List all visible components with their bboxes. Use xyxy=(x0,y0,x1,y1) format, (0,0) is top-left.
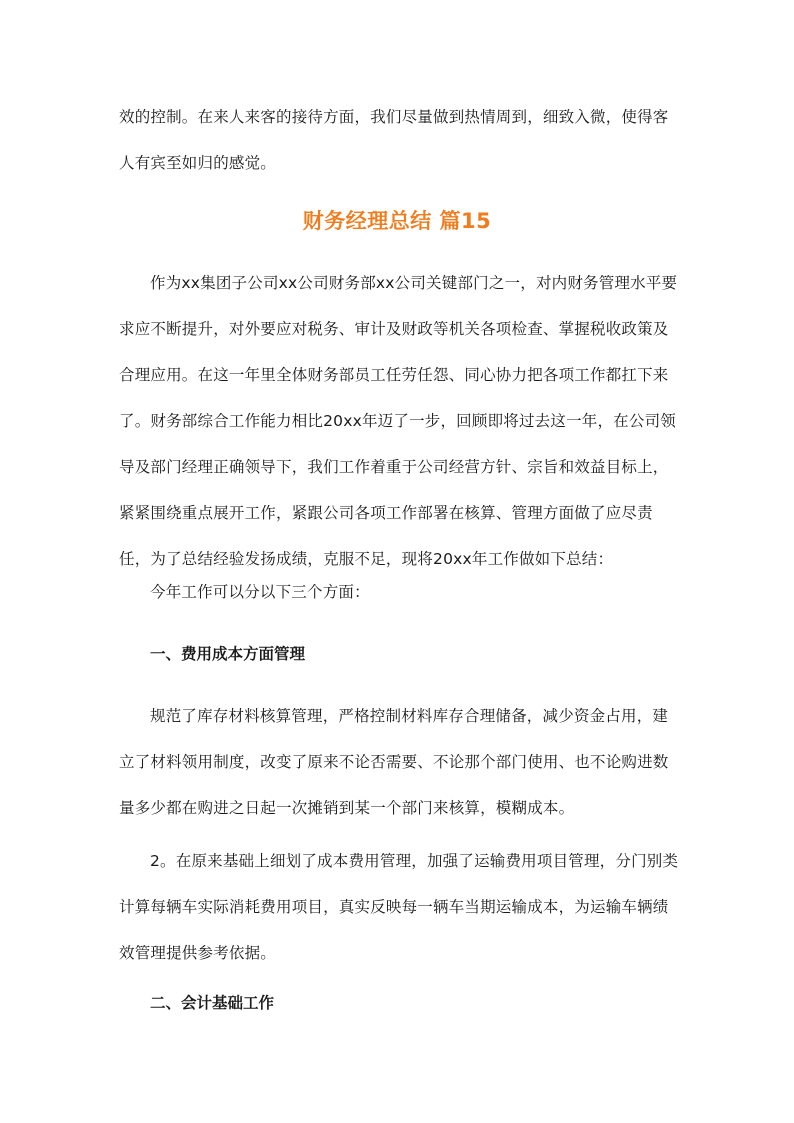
cost-paragraph-2: 2。在原来基础上细划了成本费用管理，加强了运输费用项目管理，分门别类计算每辆车实际消耗费用项目，真实反映每一辆车当期运输成本，为运输车辆绩效管理提供参考依据。 xyxy=(119,852,679,962)
intro-paragraph: 作为xx集团子公司xx公司财务部xx公司关键部门之一，对内财务管理水平要求应不断提升，对外要应对税务、审计及财政等机关各项检查、掌握税收政策及合理应用。在这一年里全体财务部员工任劳任怨、同心协力把各项工作都扛下来了。财务部综合工作能力相比20xx年迈了一步，回顾即将过去这一年，在公司领导及部门经理正确领导下，我们工作着重于公司经营方针、宗旨和效益目标上，紧紧围绕重点展开工作，紧跟公司各项工作部署在核算、管理方面做了应尽责任，为了总结经验发扬成绩，克服不足，现将20xx年工作做如下总结： xyxy=(119,274,678,568)
section-heading-cost: 一、费用成本方面管理 xyxy=(150,645,306,663)
overview-paragraph: 今年工作可以分以下三个方面： xyxy=(150,583,370,601)
section-heading-accounting: 二、会计基础工作 xyxy=(150,994,275,1012)
cost-paragraph-1: 规范了库存材料核算管理，严格控制材料库存合理储备，减少资金占用，建立了材料领用制度，改变了原来不论否需要、不论那个部门使用、也不论购进数量多少都在购进之日起一次摊销到某一个部门来核算，模糊成本。 xyxy=(119,707,669,817)
document-title: 财务经理总结 篇15 xyxy=(302,209,492,233)
continuation-paragraph: 效的控制。在来人来客的接待方面，我们尽量做到热情周到，细致入微，使得客人有宾至如归的感觉。 xyxy=(119,108,669,172)
